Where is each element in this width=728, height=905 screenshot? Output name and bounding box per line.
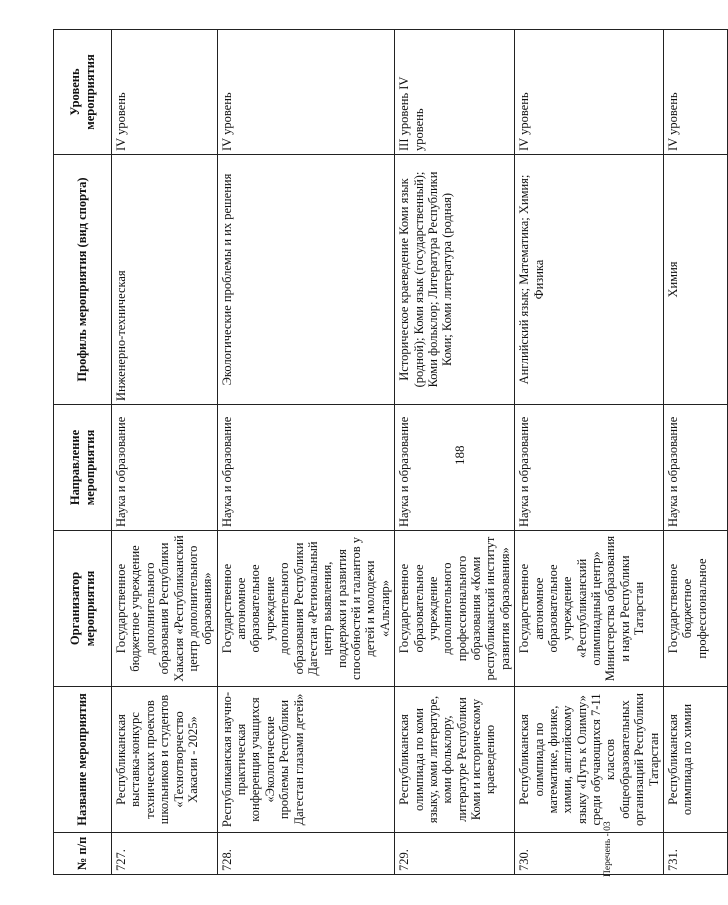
event-name: Республиканская научно-практическая конференция учащихся «Экологические проблемы Республики Дагестан глазами детей» (217, 687, 395, 833)
event-level: III уровень IV уровень (395, 30, 515, 155)
row-num: 728. (217, 833, 395, 875)
header-profile: Профиль мероприятия (вид спорта) (54, 155, 112, 405)
header-name: Название мероприятия (54, 687, 112, 833)
table-row (663, 30, 727, 875)
events-table (53, 29, 728, 875)
event-profile: Химия (663, 155, 727, 405)
row-num: 731. (663, 833, 727, 875)
event-level: IV уровень (515, 30, 664, 155)
event-organizer: Государственное бюджетное профессиональное (663, 531, 727, 687)
event-organizer: Государственное бюджетное учреждение дополнительного образования Республики Хакасия «Республиканский центр дополнительного образования» (112, 531, 218, 687)
table-row (395, 30, 515, 875)
event-organizer: Государственное автономное образовательное учреждение дополнительного образования Республики Дагестан «Региональный центр выявления, поддержки и развития способностей и талантов у детей и молодежи «Альтаир» (217, 531, 395, 687)
table-header-row (54, 30, 112, 875)
row-num: 727. (112, 833, 218, 875)
event-direction: Наука и образование (395, 405, 515, 531)
page-number: 188 (452, 445, 467, 465)
event-profile: Экологические проблемы и их решения (217, 155, 395, 405)
row-num: 730. (515, 833, 664, 875)
table-row (112, 30, 218, 875)
event-direction: Наука и образование (112, 405, 218, 531)
header-direction: Направление мероприятия (54, 405, 112, 531)
event-name: Республиканская олимпиада по математике, физике, химии, английскому языку «Путь к Олимпу» среди обучающихся 7-11 классов общеобразовательных организаций Республики Татарстан (515, 687, 664, 833)
header-num: № п/п (54, 833, 112, 875)
event-profile: Английский язык; Математика; Химия; Физика (515, 155, 664, 405)
page-footer: Перечень - 03 (603, 821, 613, 877)
event-name: Республиканская олимпиада по коми языку, коми литературе, коми фольклору, литературе Республики Коми и историческому краеведению (395, 687, 515, 833)
header-organizer: Организатор мероприятия (54, 531, 112, 687)
event-direction: Наука и образование (515, 405, 664, 531)
event-level: IV уровень (112, 30, 218, 155)
event-direction: Наука и образование (663, 405, 727, 531)
header-level: Уровень мероприятия (54, 30, 112, 155)
event-organizer: Государственное образовательное учреждение дополнительного профессионального образования «Коми республиканский институт развития образования» (395, 531, 515, 687)
event-name: Республиканская выставка-конкурс технических проектов школьников и студентов «Технотворчество Хакасии - 2025» (112, 687, 218, 833)
table-row (217, 30, 395, 875)
table-row (515, 30, 664, 875)
event-level: IV уровень (663, 30, 727, 155)
event-direction: Наука и образование (217, 405, 395, 531)
event-profile: Инженерно-техническая (112, 155, 218, 405)
row-num: 729. (395, 833, 515, 875)
event-organizer: Государственное автономное образовательное учреждение «Республиканский олимпиадный центр» Министерства образования и науки Республики Татарстан (515, 531, 664, 687)
event-profile: Историческое краеведение Коми язык (родной); Коми язык (государственный); Коми фольклор; Литература Республики Коми; Коми литература (родная) (395, 155, 515, 405)
event-name: Республиканская олимпиада по химии (663, 687, 727, 833)
event-level: IV уровень (217, 30, 395, 155)
